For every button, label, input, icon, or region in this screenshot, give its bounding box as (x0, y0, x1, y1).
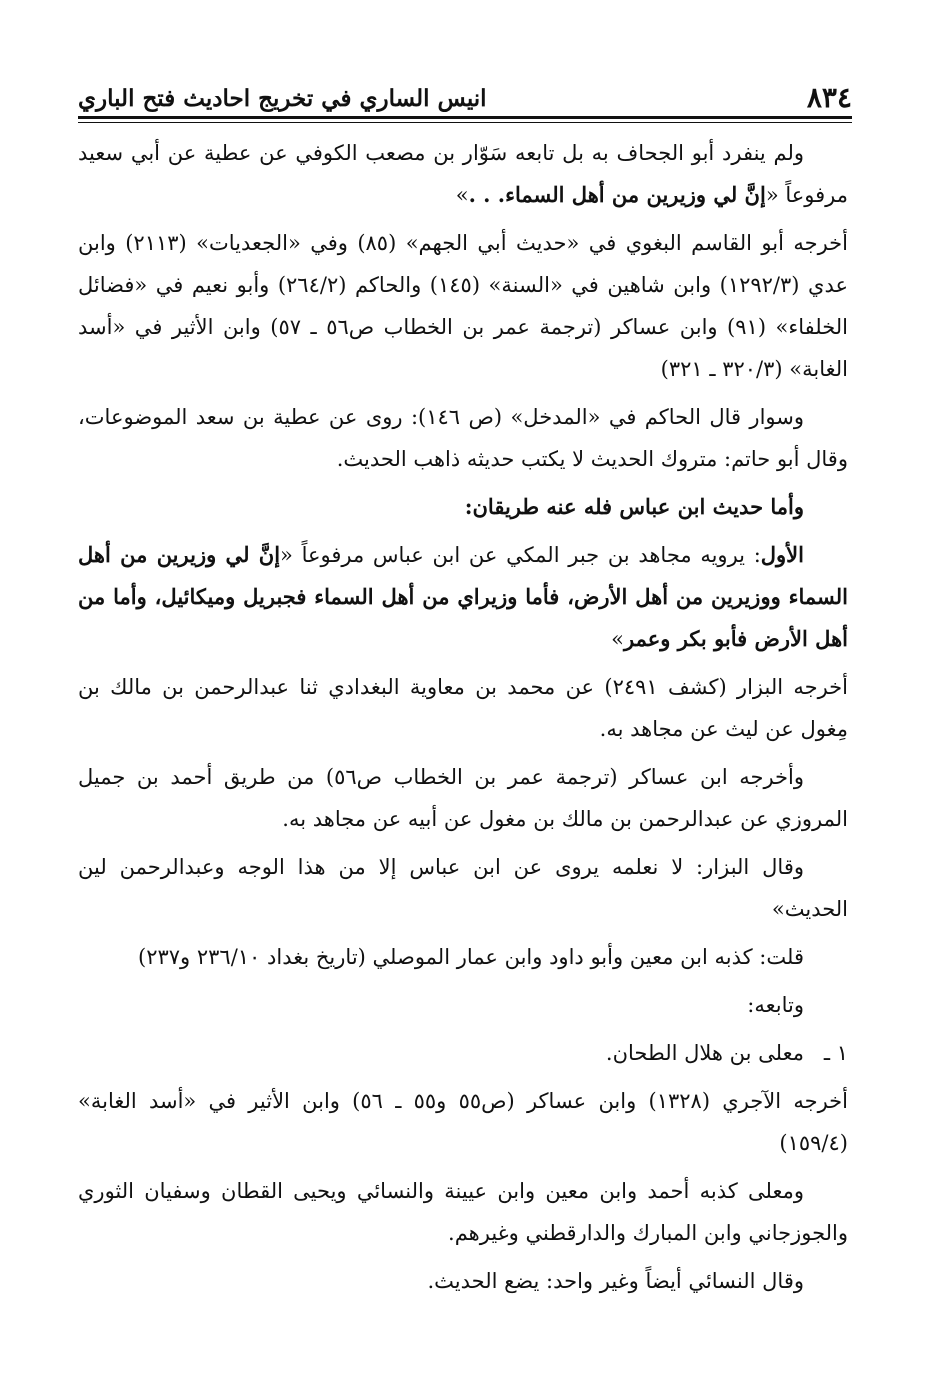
text-segment: وقال النسائي أيضاً وغير واحد: يضع الحديث. (427, 1269, 804, 1293)
text-segment: ومعلى كذبه أحمد وابن معين وابن عيينة والنسائي ويحيى القطان وسفيان الثوري والجوزجاني وابن المبارك والدارقطني وغيرهم. (78, 1179, 848, 1245)
page-body (78, 132, 848, 1308)
text-segment: أخرجه أبو القاسم البغوي في «حديث أبي الجهم» (٨٥) وفي «الجعديات» (٢١١٣) وابن عدي (١٢٩٢/٣) وابن شاهين في «السنة» (١٤٥) والحاكم (٢٦٤/٢) وأبو نعيم في «فضائل الخلفاء» (٩١) وابن عساكر (ترجمة عمر بن الخطاب ص٥٦ ـ ٥٧) وابن الأثير في «أسد الغابة» (٣٢٠/٣ ـ ٣٢١) (78, 231, 849, 381)
page-number: ٨٣٤ (806, 81, 852, 114)
text-segment: وسوار قال الحاكم في «المدخل» (ص ١٤٦): روى عن عطية بن سعد الموضوعات، وقال أبو حاتم: متروك الحديث لا يكتب حديثه ذاهب الحديث. (78, 405, 848, 471)
text-segment: وأخرجه ابن عساكر (ترجمة عمر بن الخطاب ص٥٦) من طريق أحمد بن جميل المروزي عن عبدالرحمن بن مالك بن مغول عن أبيه عن مجاهد به. (78, 765, 848, 831)
text-segment: ولم ينفرد أبو الجحاف به بل تابعه سَوّار بن مصعب الكوفي عن عطية عن أبي سعيد مرفوعاً « (78, 141, 848, 207)
header-rule-thin (78, 122, 852, 123)
paragraph (78, 132, 848, 216)
running-title: انيس الساري في تخريج احاديث فتح الباري (78, 85, 487, 112)
paragraph (78, 1170, 848, 1254)
bold-text-segment: الأول (760, 542, 804, 567)
paragraph (78, 666, 848, 750)
bold-text-segment: وأما حديث ابن عباس فله عنه طريقان: (464, 494, 804, 519)
list-number: ١ ـ (823, 1041, 848, 1065)
text-segment: أخرجه البزار (كشف ٢٤٩١) عن محمد بن معاوية البغدادي ثنا عبدالرحمن بن مالك بن مِغول عن ليث عن مجاهد به. (78, 675, 848, 741)
paragraph (78, 1260, 848, 1302)
text-segment: » (611, 627, 625, 651)
paragraph (78, 984, 848, 1026)
paragraph (78, 396, 848, 480)
header-rule-thick (78, 116, 852, 119)
text-segment: : يرويه مجاهد بن جبر المكي عن ابن عباس مرفوعاً « (280, 543, 761, 567)
bold-text-segment: إنَّ لي وزيرين من أهل السماء. . . (468, 182, 766, 207)
paragraph (78, 486, 848, 528)
text-segment: معلى بن هلال الطحان. (605, 1041, 804, 1065)
paragraph (78, 846, 848, 930)
page-header (78, 70, 852, 114)
paragraph (78, 222, 848, 390)
paragraph (78, 936, 848, 978)
text-segment: وقال البزار: لا نعلمه يروى عن ابن عباس إلا من هذا الوجه وعبدالرحمن لين الحديث» (78, 855, 848, 921)
text-segment: » (455, 183, 469, 207)
text-segment: وتابعه: (747, 993, 804, 1017)
text-segment: قلت: كذبه ابن معين وأبو داود وابن عمار الموصلي (تاريخ بغداد ٢٣٦/١٠ و٢٣٧) (137, 945, 804, 969)
paragraph (78, 756, 848, 840)
bold-text-segment: إنَّ لي وزيرين من أهل السماء ووزيرين من أهل الأرض، فأما وزيراي من أهل السماء فجبريل وميكائيل، وأما من أهل الأرض فأبو بكر وعمر (78, 542, 848, 651)
paragraph (78, 1032, 848, 1074)
text-segment: أخرجه الآجري (١٣٢٨) وابن عساكر (ص٥٥ و٥٥ ـ ٥٦) وابن الأثير في «أسد الغابة» (١٥٩/٤) (78, 1089, 848, 1155)
paragraph (78, 1080, 848, 1164)
paragraph (78, 534, 848, 660)
